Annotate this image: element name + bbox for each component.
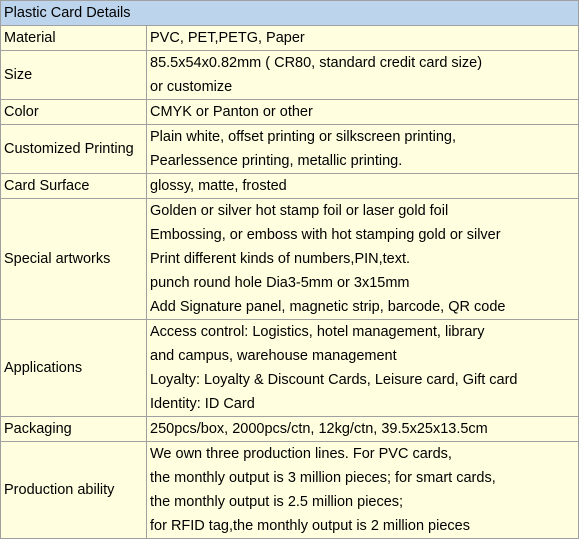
table-row [1,442,579,539]
value-line: the monthly output is 2.5 million pieces; [150,494,404,510]
table-row [1,125,579,174]
value-line: and campus, warehouse management [150,348,397,364]
value-line: 85.5x54x0.82mm ( CR80, standard credit card size) [150,55,483,71]
row-label: Color [1,100,147,125]
row-label: Card Surface [1,174,147,199]
table-row [1,320,579,417]
value-line: for RFID tag,the monthly output is 2 million pieces [150,518,470,534]
value-line: Golden or silver hot stamp foil or laser gold foil [150,203,449,219]
value-line: 250pcs/box, 2000pcs/ctn, 12kg/ctn, 39.5x25x13.5cm [150,421,488,437]
row-value [147,417,579,442]
value-line: Print different kinds of numbers,PIN,text. [150,251,411,267]
row-label: Production ability [1,442,147,539]
value-line: the monthly output is 3 million pieces; for smart cards, [150,470,496,486]
table-body [1,1,579,539]
value-line: CMYK or Panton or other [150,104,313,120]
value-line: or customize [150,79,233,95]
row-label: Special artworks [1,199,147,320]
table-row [1,51,579,100]
value-line: Access control: Logistics, hotel management, library [150,324,485,340]
value-line: glossy, matte, frosted [150,178,287,194]
value-line: We own three production lines. For PVC cards, [150,446,452,462]
value-line: Pearlessence printing, metallic printing. [150,153,403,169]
table-title: Plastic Card Details [1,1,579,26]
row-value [147,51,579,100]
row-value [147,100,579,125]
row-label: Customized Printing [1,125,147,174]
row-value [147,174,579,199]
table-row [1,100,579,125]
row-label: Material [1,26,147,51]
value-line: punch round hole Dia3-5mm or 3x15mm [150,275,410,291]
row-value [147,199,579,320]
row-label: Packaging [1,417,147,442]
value-line: Embossing, or emboss with hot stamping gold or silver [150,227,501,243]
table-row [1,26,579,51]
value-line: Identity: ID Card [150,396,255,412]
row-label: Applications [1,320,147,417]
value-line: Loyalty: Loyalty & Discount Cards, Leisure card, Gift card [150,372,518,388]
table-row [1,199,579,320]
row-value [147,26,579,51]
value-line: Plain white, offset printing or silkscreen printing, [150,129,456,145]
table-row [1,174,579,199]
row-label: Size [1,51,147,100]
value-line: PVC, PET,PETG, Paper [150,30,305,46]
table-header-row [1,1,579,26]
table-row [1,417,579,442]
row-value [147,125,579,174]
value-line: Add Signature panel, magnetic strip, barcode, QR code [150,299,506,315]
row-value [147,320,579,417]
row-value [147,442,579,539]
